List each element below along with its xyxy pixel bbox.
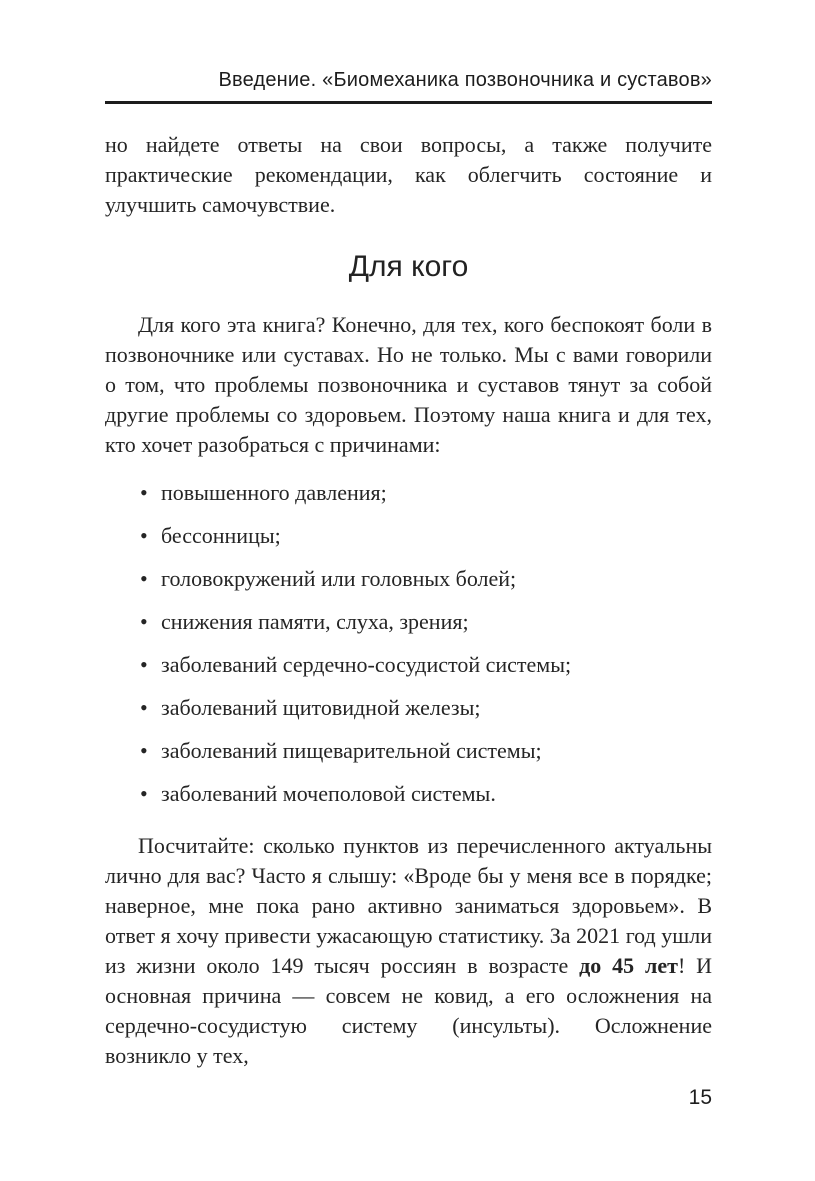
paragraph-intro: но найдете ответы на свои вопросы, а также получите практические рекомендации, как облегчить состояние и улучшить самочувствие.	[105, 132, 712, 217]
page-header	[105, 68, 712, 104]
bold-age-phrase: до 45 лет	[579, 953, 678, 978]
list-item	[140, 521, 712, 551]
list-item-text: бессонницы;	[161, 523, 281, 548]
list-item	[140, 779, 712, 809]
header-rule	[105, 101, 712, 104]
page-body	[105, 130, 712, 1071]
bullet-icon: •	[140, 609, 148, 634]
page-number: 15	[688, 1086, 712, 1109]
list-item	[140, 736, 712, 766]
bullet-icon: •	[140, 566, 148, 591]
statistics-text-after-bold: ! И основная причина — совсем не ковид, а его осложнения на сердечно-сосудистую систему (инсульты). Осложнение возникло у тех,	[105, 953, 713, 1068]
section-title: Для кого	[348, 250, 469, 283]
list-item-text: заболеваний пищеварительной системы;	[161, 738, 542, 763]
list-item	[140, 607, 712, 637]
bullet-icon: •	[140, 781, 148, 806]
bullet-icon: •	[140, 480, 148, 505]
list-item-text: заболеваний мочеполовой системы.	[161, 781, 496, 806]
bullet-icon: •	[140, 523, 148, 548]
list-item-text: заболеваний сердечно-сосудистой системы;	[161, 652, 572, 677]
causes-list	[105, 478, 712, 809]
list-item-text: заболеваний щитовидной железы;	[161, 695, 481, 720]
running-header-title: Введение. «Биомеханика позвоночника и суставов»	[218, 69, 712, 91]
list-item-text: повышенного давления;	[161, 480, 387, 505]
paragraph-statistics	[105, 831, 712, 1071]
bullet-icon: •	[140, 652, 148, 677]
list-item-text: снижения памяти, слуха, зрения;	[161, 609, 469, 634]
list-item-text: головокружений или головных болей;	[161, 566, 517, 591]
list-item	[140, 650, 712, 680]
bullet-icon: •	[140, 695, 148, 720]
statistics-text-before-bold: Посчитайте: сколько пунктов из перечисленного актуальны лично для вас? Часто я слышу: «Вроде бы у меня все в порядке; наверное, мне пока рано активно заниматься здоровьем». В ответ я хочу привести ужасающую статистику. За 2021 год ушли из жизни около 149 тысяч россиян в возрасте	[105, 833, 712, 978]
bullet-icon: •	[140, 738, 148, 763]
list-item	[140, 564, 712, 594]
paragraph-for-whom: Для кого эта книга? Конечно, для тех, кого беспокоят боли в позвоночнике или суставах. Но не только. Мы с вами говорили о том, что проблемы позвоночника и суставов тянут за собой другие проблемы со здоровьем. Поэтому наша книга и для тех, кто хочет разобраться с причинами:	[105, 312, 712, 457]
list-item	[140, 693, 712, 723]
list-item	[140, 478, 712, 508]
